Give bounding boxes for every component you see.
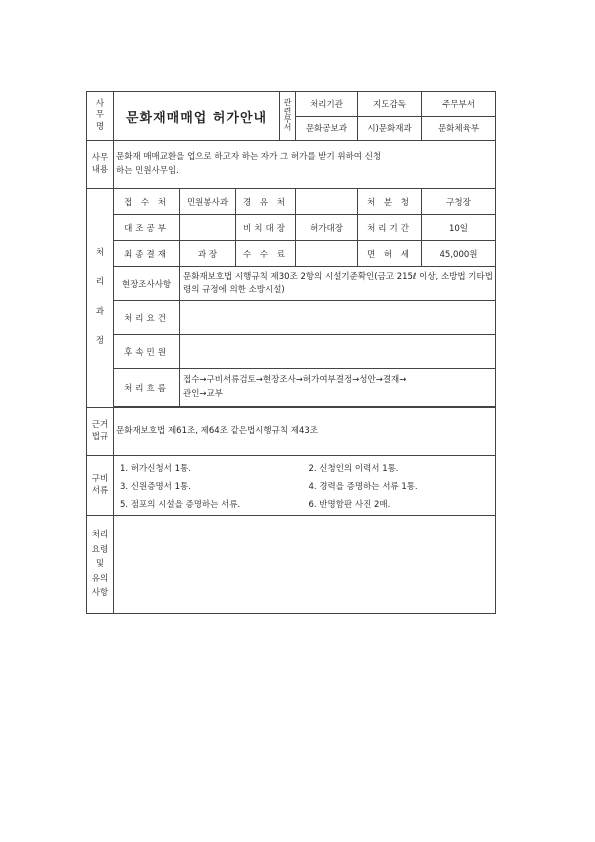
notes-value [114, 516, 496, 614]
dept-col-supervision: 지도감독 [358, 92, 422, 117]
fee-label: 수 수 료 [236, 241, 296, 267]
content-line-2: 하는 민원사무임. [116, 165, 179, 176]
via-label: 경 유 처 [236, 189, 296, 215]
document-item: 4. 경력을 증명하는 서류 1통. [308, 481, 418, 492]
dept-value-ministry: 문화체육부 [422, 116, 496, 141]
content-text [114, 141, 496, 189]
process-label: 처 리 과 정 [87, 189, 114, 408]
inspection-text: 문화재보호법 시행규칙 제30조 2항의 시설기준확인(금고 215ℓ 이상, 소방법 기타법령의 규정에 의한 소방시설) [180, 267, 496, 301]
document-item: 2. 신청인의 이력서 1통. [308, 463, 399, 474]
followup-value [180, 335, 496, 369]
ledger-label: 비치대장 [236, 215, 296, 241]
document-item: 5. 점포의 시설을 증명하는 서류. [120, 499, 241, 510]
final-approval-value: 과 장 [180, 241, 236, 267]
dept-value-processing: 문화공보과 [296, 116, 358, 141]
flow-line-1: 접수→구비서류검토→현장조사→허가여부결정→성안→결재→ [183, 374, 407, 385]
requirement-label: 처리요건 [114, 301, 180, 335]
final-approval-label: 최종결재 [114, 241, 180, 267]
flow-text [180, 369, 496, 407]
period-value: 10일 [422, 215, 496, 241]
flow-label: 처리흐름 [114, 369, 180, 407]
reference-book-label: 대조공부 [114, 215, 180, 241]
document-item: 1. 허가신청서 1통. [120, 463, 191, 474]
documents-label: 구비 서류 [87, 456, 114, 516]
reception-label: 접 수 처 [114, 189, 180, 215]
flow-line-2: 관인→교부 [183, 388, 223, 399]
notes-label: 처리 요령 및 유의 사항 [87, 516, 114, 614]
requirement-value [180, 301, 496, 335]
disposition-value: 구청장 [422, 189, 496, 215]
affair-name-label: 사 무 명 [87, 92, 114, 141]
document-item: 3. 신원증명서 1통. [120, 481, 191, 492]
license-tax-value: 45,000원 [422, 241, 496, 267]
dept-col-processing: 처리기관 [296, 92, 358, 117]
permit-form [86, 91, 496, 614]
inspection-label: 현장조사사항 [114, 267, 180, 301]
page-title: 문화재매매업 허가안내 [126, 110, 268, 126]
followup-label: 후속민원 [114, 335, 180, 369]
license-tax-label: 면 허 세 [358, 241, 422, 267]
dept-value-supervision: 시)문화재과 [358, 116, 422, 141]
documents-list [116, 459, 493, 513]
fee-value [296, 241, 358, 267]
reception-value: 민원봉사과 [180, 189, 236, 215]
law-text: 문화재보호법 제61조, 제64조 같은법시행규칙 제43조 [114, 408, 496, 456]
period-label: 처리기간 [358, 215, 422, 241]
law-label: 근거 법규 [87, 408, 114, 456]
related-dept-label: 관 련 부 서 [279, 92, 295, 140]
reference-book-value [180, 215, 236, 241]
ledger-value: 허가대장 [296, 215, 358, 241]
disposition-label: 처 분 청 [358, 189, 422, 215]
document-item: 6. 반명함판 사진 2매. [308, 499, 391, 510]
via-value [296, 189, 358, 215]
dept-col-ministry: 주무부서 [422, 92, 496, 117]
content-label: 사무 내용 [87, 141, 114, 189]
content-line-1: 문화재 매매교환을 업으로 하고자 하는 자가 그 허가를 받기 위하여 신청 [116, 151, 382, 162]
